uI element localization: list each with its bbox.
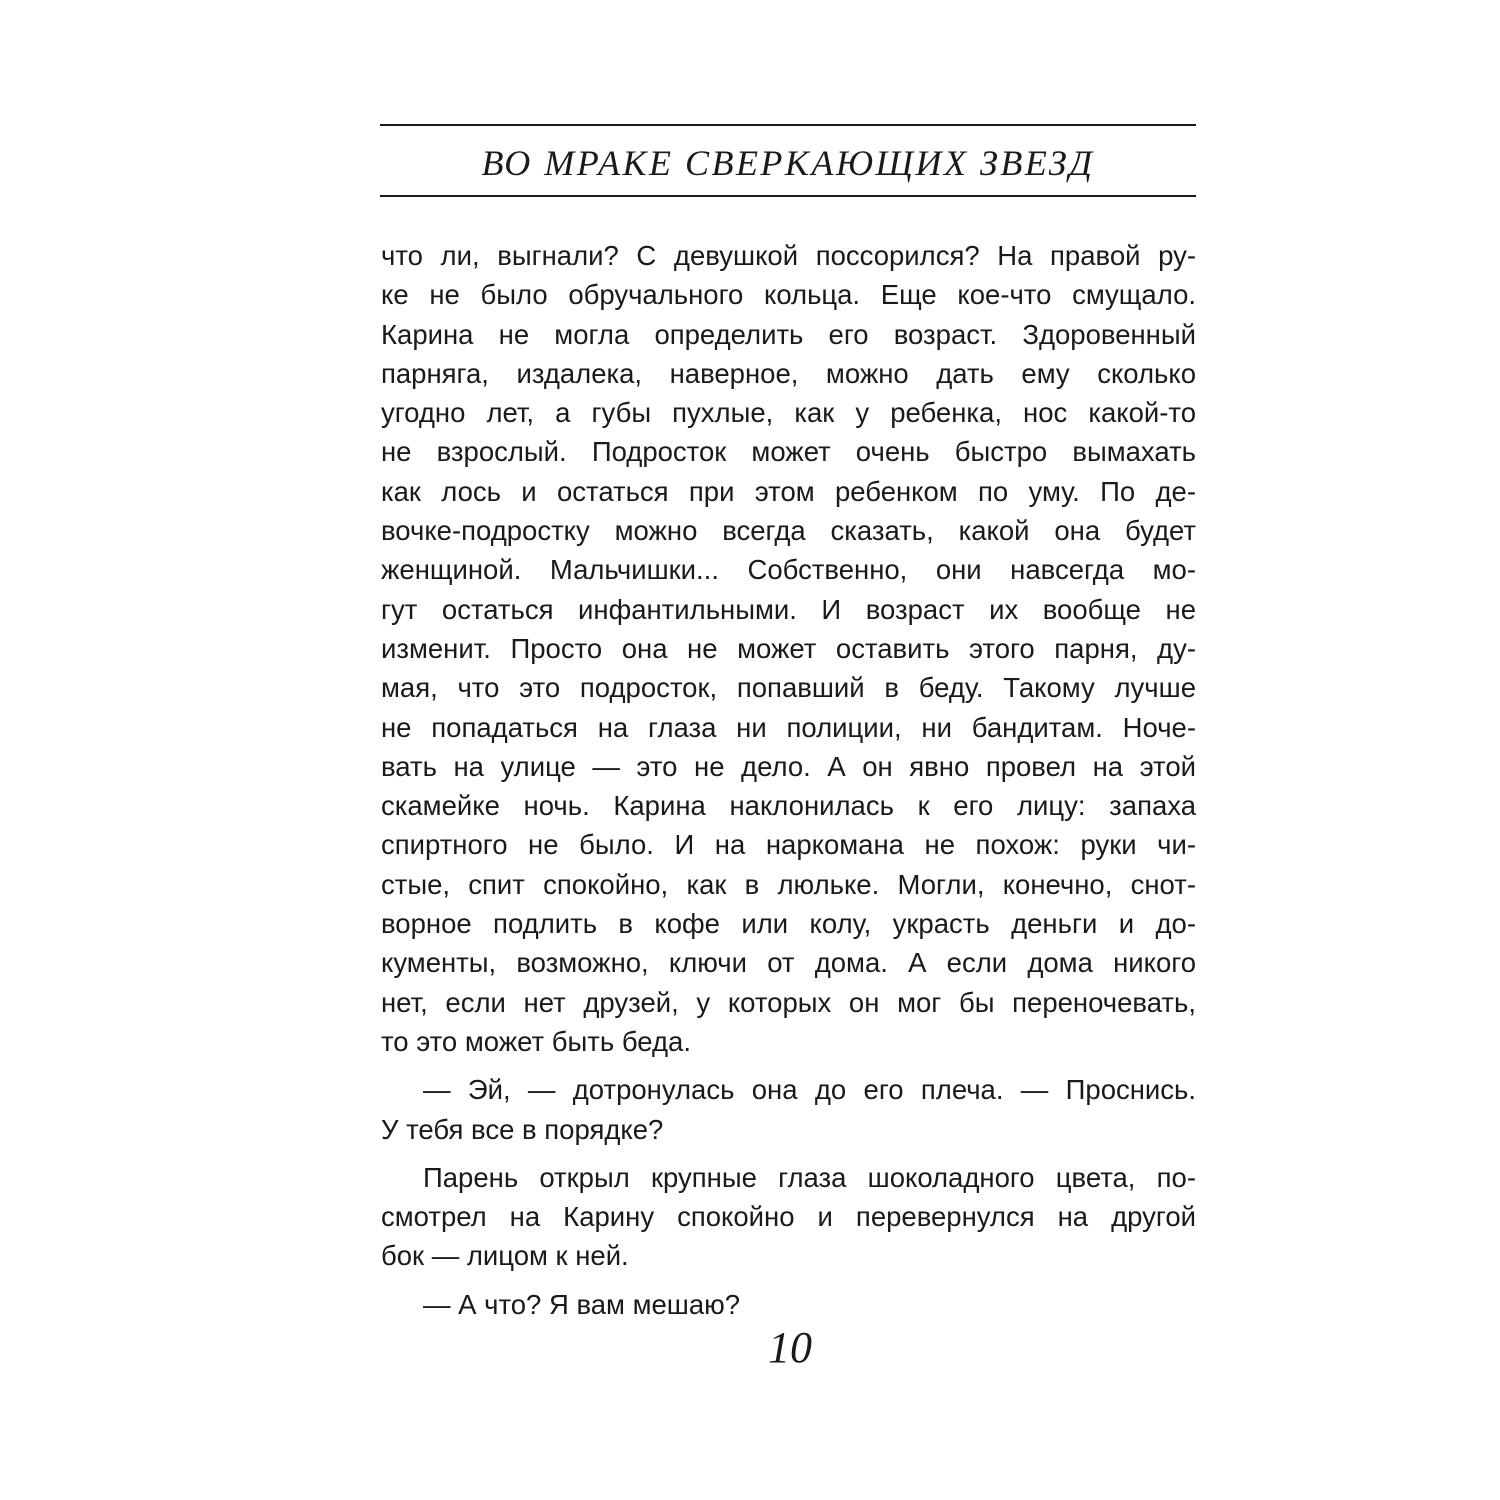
text-line: вочке-подростку можно всегда сказать, какой она будет [381,515,1196,547]
header-rule-bottom [380,195,1196,197]
text-line: Парень открыл крупные глаза шоколадного цвета, по- [423,1161,1196,1193]
text-line: что ли, выгнали? С девушкой поссорился? На правой ру- [381,240,1196,271]
text-line: женщиной. Мальчишки... Собственно, они навсегда мо- [381,554,1196,586]
paragraph-gap [381,1061,1196,1070]
page-number: 10 [768,1323,812,1372]
paragraph [381,1158,1196,1276]
text-line: то это может быть беда. [381,1025,691,1057]
text-line: ворное подлить в кофе или колу, украсть деньги и до- [381,908,1196,940]
text-line: вать на улице — это не дело. А он явно провел на этой [381,750,1196,782]
text-line: не попадаться на глаза ни полиции, ни бандитам. Ноче- [381,711,1196,743]
text-line: кументы, возможно, ключи от дома. А если дома никого [381,947,1196,979]
paragraph-gap [381,1276,1196,1285]
paragraph [381,236,1196,1061]
text-line: как лось и остаться при этом ребенком по уму. По де- [381,475,1196,507]
text-line: Карина не могла определить его возраст. Здоровенный [381,318,1196,350]
text-line: — Эй, — дотронулась она до его плеча. — Проснись. [423,1074,1196,1106]
text-line: ке не было обручального кольца. Еще кое-что смущало. [381,279,1196,311]
text-line: — А что? Я вам мешаю? [423,1288,741,1320]
text-line: У тебя все в порядке? [381,1113,664,1145]
running-head: ВО МРАКЕ СВЕРКАЮЩИХ ЗВЕЗД [481,143,1095,183]
text-line: гут остаться инфантильными. И возраст их вообще не [381,593,1196,625]
body-text [381,236,1196,1324]
text-line: бок — лицом к ней. [381,1240,629,1272]
text-line: парняга, издалека, наверное, можно дать ему сколько [381,357,1196,389]
text-line: мая, что это подросток, попавший в беду. Такому лучше [381,672,1196,704]
text-line: не взрослый. Подросток может очень быстро вымахать [381,436,1196,468]
text-line: угодно лет, а губы пухлые, как у ребенка, нос какой-то [381,397,1196,429]
text-line: смотрел на Карину спокойно и перевернулся на другой [381,1201,1196,1233]
paragraph [381,1070,1196,1149]
header-rule-top [380,124,1196,126]
text-line: нет, если нет друзей, у которых он мог бы переночевать, [381,986,1196,1018]
paragraph-gap [381,1149,1196,1158]
text-line: спиртного не было. И на наркомана не похож: руки чи- [381,829,1196,861]
text-line: скамейке ночь. Карина наклонилась к его лицу: запаха [381,790,1196,822]
text-line: стые, спит спокойно, как в люльке. Могли, конечно, снот- [381,868,1196,900]
text-line: изменит. Просто она не может оставить этого парня, ду- [381,632,1196,664]
